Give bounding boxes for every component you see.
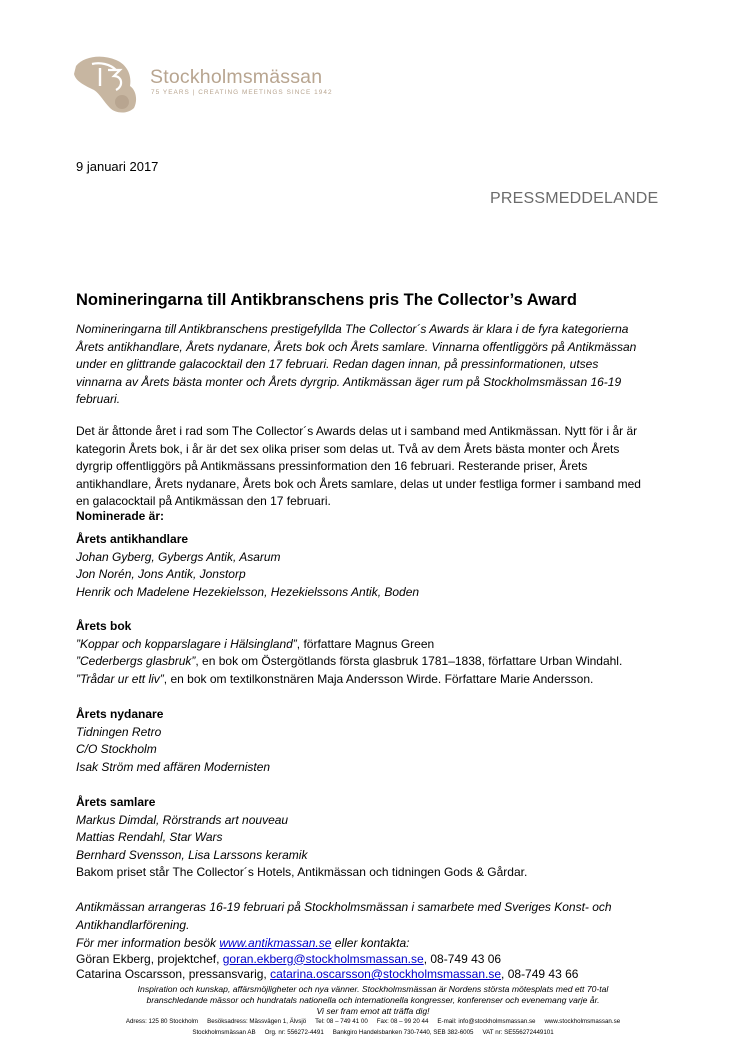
website-link[interactable]: www.antikmassan.se (219, 936, 332, 950)
body-line: dyrgrip offentliggörs på Antikmässans pressinformation den 16 februari. Resterande priser, Årets (76, 459, 588, 474)
book-description: , en bok om textilkonstnären Maja Andersson Wirde. Författare Marie Andersson. (163, 671, 594, 686)
logo-mark-icon (70, 52, 146, 114)
footer-web: www.stockholmsmassan.se (544, 1018, 621, 1025)
contact-name: Catarina Oscarsson, pressansvarig, (76, 967, 271, 981)
footer-bank: Bankgiro Handelsbanken 730-7440, SEB 382-6005 (332, 1028, 474, 1036)
contact-name: Göran Ekberg, projektchef, (76, 951, 223, 966)
footer-slogan-line: branschledande mässor och hundratals nationella och internationella kongresser, konferenser och evenemang varje år. (146, 995, 600, 1005)
award-sponsor-note: Bakom priset står The Collector´s Hotels, Antikmässan och tidningen Gods & Gårdar. (76, 865, 528, 880)
contact-block (76, 936, 676, 983)
email-link[interactable]: goran.ekberg@stockholmsmassan.se (222, 951, 424, 966)
body-paragraph (76, 423, 676, 511)
book-description: , författare Magnus Green (296, 636, 435, 651)
lead-line: vinnarna av Årets bästa monter och Årets dyrgrip. Antikmässan äger rum på Stockholmsmässan 16-19 (76, 374, 622, 389)
document-type-label: PRESSMEDDELANDE (490, 190, 659, 207)
closing-paragraph (76, 899, 676, 934)
headline: Nomineringarna till Antikbranschens pris The Collector’s Award (76, 291, 577, 309)
footer-company-name: Stockholmsmässan AB (192, 1028, 256, 1036)
nominee-item: Johan Gyberg, Gybergs Antik, Asarum (76, 549, 281, 564)
closing-line: Antikhandlarförening. (76, 917, 190, 932)
book-title: ”Trådar ur ett liv” (76, 671, 164, 686)
logo-name: Stockholmsmässan (150, 66, 323, 88)
nominee-item (76, 671, 676, 689)
nominee-item (76, 636, 676, 654)
body-line: kategorin Årets bok, i år är det sex olika priser som delas ut. Två av dem Årets bästa monter och Årets (76, 441, 620, 456)
footer-email: E-mail: info@stockholmsmassan.se (437, 1018, 536, 1025)
category-samlare (76, 794, 676, 882)
nominee-item: Isak Ström med affären Modernisten (76, 759, 271, 774)
footer-address: Adress: 125 80 Stockholm (125, 1018, 199, 1025)
category-nydanare (76, 706, 676, 776)
contact-phone: , 08-749 43 66 (501, 967, 579, 981)
lead-line: under en glittrande galacocktail den 17 februari. Redan dagen innan, på pressinformationen, utses (76, 357, 599, 372)
body-line-part: , delas ut under festliga former i samband med (393, 476, 641, 491)
body-line-part: antikhandlare, Årets nydanare, Årets bok och Årets samlare (76, 476, 394, 491)
footer-company-line (0, 1028, 746, 1039)
book-description: , en bok om Östergötlands första glasbruk 1781–1838, författare Urban Windahl. (195, 654, 623, 669)
contact-person (76, 952, 676, 968)
closing-line: Antikmässan arrangeras 16-19 februari på Stockholmsmässan i samarbete med Sveriges Konst- och (76, 900, 612, 914)
nominee-item: Mattias Rendahl, Star Wars (76, 830, 223, 845)
contact-intro (76, 936, 676, 952)
contact-person (76, 967, 676, 983)
nominee-item: Markus Dimdal, Rörstrands art nouveau (76, 812, 289, 827)
lead-line: februari. (76, 392, 121, 407)
press-release-date: 9 januari 2017 (76, 159, 159, 174)
category-title: Årets antikhandlare (76, 532, 189, 546)
logo-tagline: 75 YEARS | CREATING MEETINGS SINCE 1942 (151, 89, 333, 96)
footer-fax: Fax: 08 – 99 20 44 (376, 1018, 429, 1025)
nominees-heading: Nominerade är: (76, 509, 165, 523)
category-title: Årets samlare (76, 795, 156, 809)
body-line: en galacocktail på Antikmässan den 17 februari. (76, 494, 331, 509)
email-link[interactable]: catarina.oscarsson@stockholmsmassan.se (270, 967, 502, 981)
company-logo (70, 52, 350, 114)
nominee-item: Jon Norén, Jons Antik, Jonstorp (76, 567, 246, 582)
footer-slogan-line: Inspiration och kunskap, affärsmöjligheter och nya vänner. Stockholmsmässan är Nordens största mötesplats med ett 70-tal (137, 984, 609, 994)
footer-slogan-line: Vi ser fram emot att träffa dig! (316, 1006, 430, 1016)
footer (0, 984, 746, 1038)
category-antikhandlare (76, 531, 676, 601)
footer-tel: Tel: 08 – 749 41 00 (315, 1018, 368, 1025)
book-title: ”Koppar och kopparslagare i Hälsingland” (76, 636, 297, 651)
category-title: Årets bok (76, 619, 132, 633)
contact-intro-end: eller kontakta: (331, 936, 410, 950)
lead-paragraph (76, 321, 676, 409)
nominee-item: Tidningen Retro (76, 724, 162, 739)
contact-intro-text: För mer information besök (76, 936, 220, 950)
body-line: Det är åttonde året i rad som The Collector´s Awards delas ut i samband med Antikmässan. Nytt för i år är (76, 424, 638, 438)
nominee-item: C/O Stockholm (76, 742, 157, 757)
body-line (76, 476, 676, 494)
category-bok (76, 618, 676, 688)
nominee-item: Bernhard Svensson, Lisa Larssons keramik (76, 847, 308, 862)
nominee-item (76, 653, 676, 671)
footer-vat: VAT nr: SE556272449101 (482, 1028, 554, 1036)
footer-org-nr: Org. nr: 556272-4491 (264, 1028, 324, 1036)
book-title: ”Cederbergs glasbruk” (76, 654, 196, 669)
category-title: Årets nydanare (76, 707, 164, 721)
footer-address-line (0, 1017, 746, 1028)
lead-line: Nomineringarna till Antikbranschens prestigefyllda The Collector´s Awards är klara i de fyra kategorierna (76, 322, 629, 336)
nominee-item: Henrik och Madelene Hezekielsson, Hezekielssons Antik, Boden (76, 584, 420, 599)
lead-line: Årets antikhandlare, Årets nydanare, Årets bok och Årets samlare. Vinnarna offentliggörs på Antikmässan (76, 339, 637, 354)
contact-phone: , 08-749 43 06 (423, 951, 502, 966)
footer-visit-address: Besöksadress: Mässvägen 1, Älvsjö (207, 1018, 307, 1025)
